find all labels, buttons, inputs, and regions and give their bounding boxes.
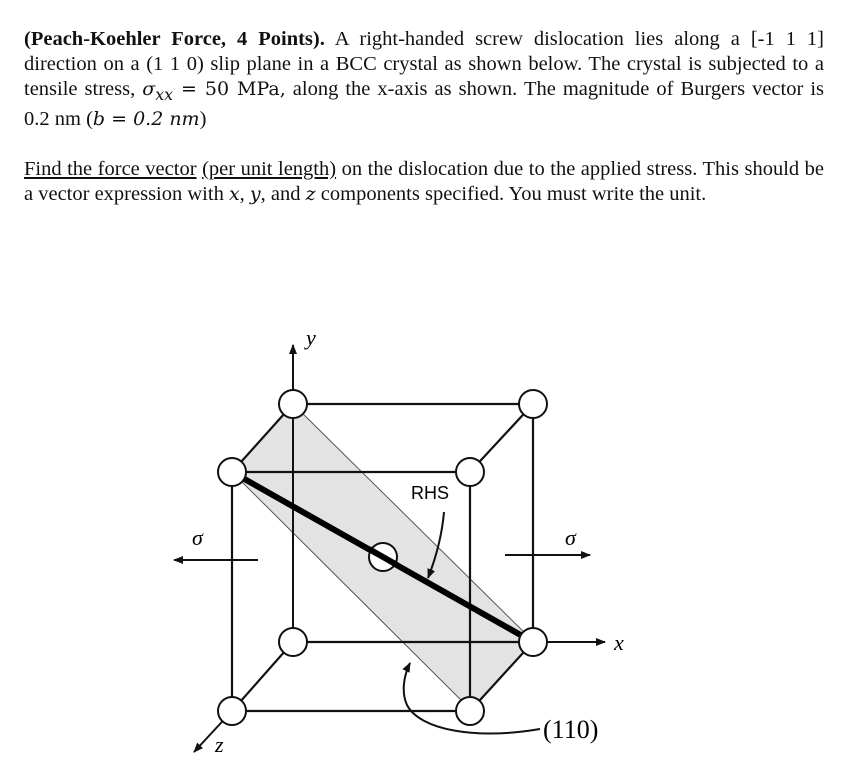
atom-back-top-right [519,390,547,418]
task-text-1: on the dislocation due to the applied stress. This should be a vector expression with [24,157,825,205]
axis-y-label: y [306,325,316,350]
problem-intro: A right-handed screw dislocation lies along a [-1 1 1] direction on a (1 1 0) slip plane in a BCC crystal as shown below. The crystal is subjected to a tensile stress, [24,28,825,100]
atom-front-bottom-right [456,697,484,725]
sigma-left-label: σ [192,525,203,550]
and-text: , and [260,182,306,205]
atom-front-bottom-left [218,697,246,725]
task-underlined-per-length: (per unit length) [202,157,337,180]
axis-x-label: x [614,630,624,655]
closing-paren: ) [199,107,207,130]
stress-value: = 50 MPa, [173,78,286,100]
sigma-right-label: σ [565,525,576,550]
stress-subscript: xx [155,84,174,104]
stress-symbol: σ [142,78,156,100]
comma-1: , [239,182,250,205]
atom-front-top-right [456,458,484,486]
atom-back-top-left [279,390,307,418]
var-z: z [305,182,316,205]
problem-title: (Peach-Koehler Force, 4 Points). [24,28,325,50]
var-x: x [228,182,240,205]
task-text-2: components specified. You must write the unit. [315,182,707,205]
rhs-label: RHS [411,483,450,503]
plane-label: (110) [543,715,599,744]
problem-mid-text: along the x-axis as shown. The magnitude of Burgers vector is 0.2 nm ( [24,78,824,130]
axis-z-label: z [215,732,224,757]
task-underlined-force: Find the force vector [24,157,197,180]
atom-front-top-left [218,458,246,486]
var-y: y [249,182,261,205]
atom-back-bottom-left [279,628,307,656]
atom-back-bottom-right [519,628,547,656]
burgers-expression: b = 0.2 nm [92,107,200,130]
